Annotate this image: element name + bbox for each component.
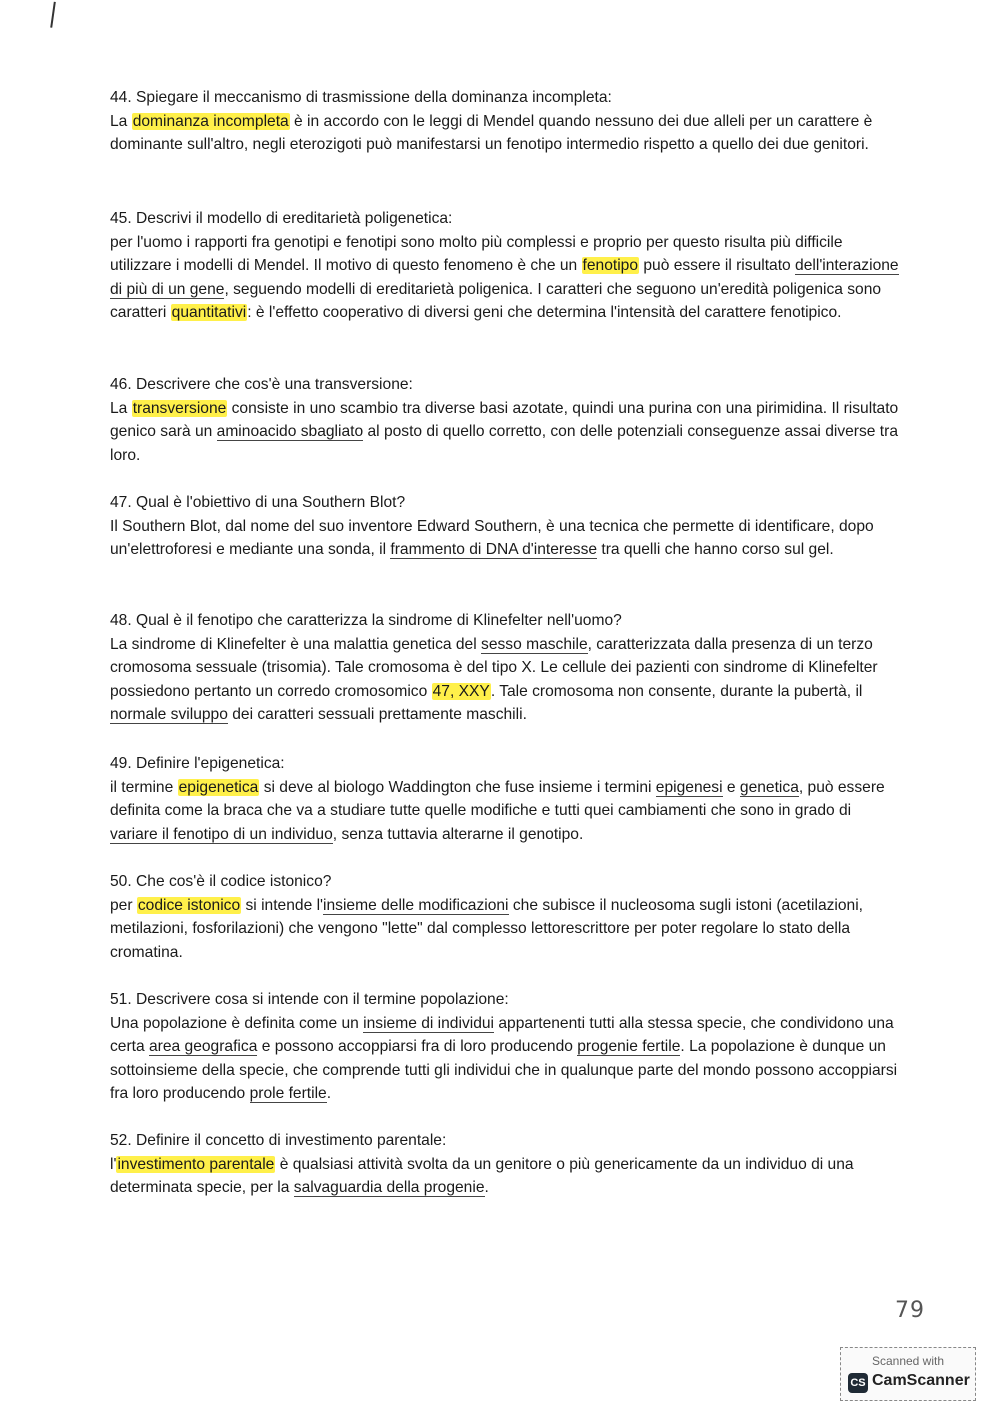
camscanner-name: CamScanner — [872, 1372, 970, 1389]
answer-fragment: , può essere definita come la braca che va a studiare tutte quelle modifiche e tutti quei cambiamenti che sono in grado di — [110, 778, 885, 820]
answer-fragment: che subisce il nucleosoma sugli istoni (acetilazioni, metilazioni, fosforilazioni) che vengono "lette" dal complesso lettorescrittore per poter regolare lo stato della cromatina. — [110, 896, 864, 961]
scanned-with-caption: Scanned with — [871, 1354, 945, 1368]
highlighted-term: quantitativi — [171, 304, 247, 322]
qa-block-52 — [110, 1129, 900, 1200]
answer-fragment: La — [110, 399, 132, 417]
qa-block-50 — [110, 870, 900, 964]
answer-text — [110, 633, 900, 727]
answer-fragment: e possono accoppiarsi fra di loro producendo — [257, 1038, 578, 1056]
highlighted-term: 47, XXY — [432, 682, 490, 700]
answer-text — [110, 776, 900, 847]
question-heading: 48. Qual è il fenotipo che caratterizza la sindrome di Klinefelter nell'uomo? — [110, 612, 622, 629]
qa-block-47 — [110, 491, 900, 562]
answer-fragment: La — [110, 112, 132, 130]
pen-mark — [50, 2, 60, 29]
answer-fragment: , senza tuttavia alterarne il genotipo. — [332, 825, 584, 843]
page-number: 79 — [895, 1298, 925, 1323]
underlined-term: prole fertile — [249, 1085, 327, 1103]
question-heading: 47. Qual è l'obiettivo di una Southern Blot? — [110, 494, 406, 511]
question-heading: 49. Definire l'epigenetica: — [110, 755, 285, 772]
answer-fragment: dei caratteri sessuali prettamente maschili. — [227, 706, 527, 724]
answer-fragment: : è l'effetto cooperativo di diversi geni che determina l'intensità del carattere fenotipico. — [247, 304, 842, 322]
highlighted-term: epigenetica — [178, 778, 259, 796]
question-heading: 50. Che cos'è il codice istonico? — [110, 873, 332, 890]
answer-fragment: La sindrome di Klinefelter è una malattia genetica del — [110, 635, 482, 653]
underlined-term: aminoacido sbagliato — [216, 423, 364, 441]
qa-block-45 — [110, 207, 900, 325]
question-heading: 46. Descrivere che cos'è una transversione: — [110, 376, 413, 393]
answer-fragment: tra quelli che hanno corso sul gel. — [597, 541, 834, 559]
camscanner-logo-icon: CS — [848, 1373, 868, 1393]
answer-fragment: è qualsiasi attività svolta da un genitore o più genericamente da un individuo di una determinata specie, per la — [110, 1155, 854, 1197]
answer-fragment: , caratterizzata dalla presenza di un terzo cromosoma sessuale (trisomia). Tale cromosoma è del tipo X. Le cellule dei pazienti con sindrome di Klinefelter possiedono pertanto un corredo cromosomico — [110, 635, 878, 700]
answer-fragment: e — [722, 778, 740, 796]
underlined-term: epigenesi — [655, 778, 723, 796]
highlighted-term: codice istonico — [137, 896, 241, 914]
answer-text — [110, 231, 900, 325]
question-heading: 52. Definire il concetto di investimento parentale: — [110, 1132, 447, 1149]
qa-block-44 — [110, 86, 900, 157]
answer-fragment: Una popolazione è definita come un — [110, 1014, 364, 1032]
underlined-term: dell'interazione di più di un gene — [110, 257, 899, 298]
answer-fragment: . La popolazione è dunque un sottoinsieme della specie, che comprende tutti gli individui che in qualunque parte del mondo possono accoppiarsi fra loro producendo — [110, 1038, 898, 1103]
answer-fragment: consiste in uno scambio tra diverse basi azotate, quindi una purina con una pirimidina. Il risultato genico sarà un — [110, 399, 899, 441]
answer-text — [110, 515, 900, 562]
answer-fragment: si deve al biologo Waddington che fuse insieme i termini — [259, 778, 656, 796]
answer-fragment: è in accordo con le leggi di Mendel quando nessuno dei due alleli per un carattere è dominante sull'altro, negli eterozigoti può manifestarsi un fenotipo intermedio rispetto a quello dei due genitori. — [110, 112, 873, 154]
qa-block-49 — [110, 752, 900, 846]
answer-fragment: appartenenti tutti alla stessa specie, che condividono una certa — [110, 1014, 894, 1056]
underlined-term: sesso maschile — [481, 635, 588, 653]
underlined-term: normale sviluppo — [110, 706, 228, 724]
highlighted-term: dominanza incompleta — [132, 112, 289, 130]
answer-fragment: il termine — [110, 778, 178, 796]
underlined-term: frammento di DNA d'interesse — [390, 541, 598, 559]
question-heading: 44. Spiegare il meccanismo di trasmissione della dominanza incompleta: — [110, 89, 612, 106]
underlined-term: salvaguardia della progenie — [293, 1179, 485, 1197]
answer-fragment: al posto di quello corretto, con delle potenziali conseguenze assai diverse tra loro. — [110, 423, 898, 464]
answer-fragment: l' — [110, 1155, 117, 1173]
underlined-term: insieme delle modificazioni — [323, 896, 509, 914]
answer-text — [110, 1153, 900, 1200]
answer-fragment: . Tale cromosoma non consente, durante la pubertà, il — [490, 682, 863, 700]
answer-fragment: Il Southern Blot, dal nome del suo inventore Edward Southern, è una tecnica che permette di identificare, dopo un'elettroforesi e mediante una sonda, il — [110, 517, 874, 559]
underlined-term: area geografica — [149, 1038, 258, 1056]
answer-fragment: . — [484, 1179, 489, 1197]
answer-text — [110, 110, 900, 157]
underlined-term: genetica — [739, 778, 799, 796]
qa-block-48 — [110, 609, 900, 727]
answer-text — [110, 397, 900, 468]
question-heading: 45. Descrivi il modello di ereditarietà poligenetica: — [110, 210, 453, 227]
answer-fragment: per — [110, 896, 137, 914]
underlined-term: progenie fertile — [577, 1038, 681, 1056]
answer-fragment: . — [326, 1085, 332, 1103]
camscanner-watermark — [840, 1347, 976, 1401]
underlined-term: variare il fenotipo di un individuo — [110, 825, 333, 843]
answer-fragment: , seguendo modelli di ereditarietà poligenica. I caratteri che seguono un'eredità poligenica sono caratteri — [110, 280, 882, 322]
answer-fragment: può essere il risultato — [639, 257, 796, 275]
answer-text — [110, 1012, 900, 1106]
underlined-term: insieme di individui — [363, 1014, 495, 1032]
answer-fragment: per l'uomo i rapporti fra genotipi e fenotipi sono molto più complessi e proprio per questo risulta più difficile utilizzare i modelli di Mendel. Il motivo di questo fenomeno è che un — [110, 233, 843, 275]
question-heading: 51. Descrivere cosa si intende con il termine popolazione: — [110, 991, 509, 1008]
answer-text — [110, 894, 900, 965]
highlighted-term: investimento parentale — [117, 1155, 275, 1173]
qa-block-46 — [110, 373, 900, 467]
qa-block-51 — [110, 988, 900, 1106]
highlighted-term: transversione — [132, 399, 227, 417]
answer-fragment: si intende l' — [241, 896, 324, 914]
highlighted-term: fenotipo — [582, 257, 639, 275]
